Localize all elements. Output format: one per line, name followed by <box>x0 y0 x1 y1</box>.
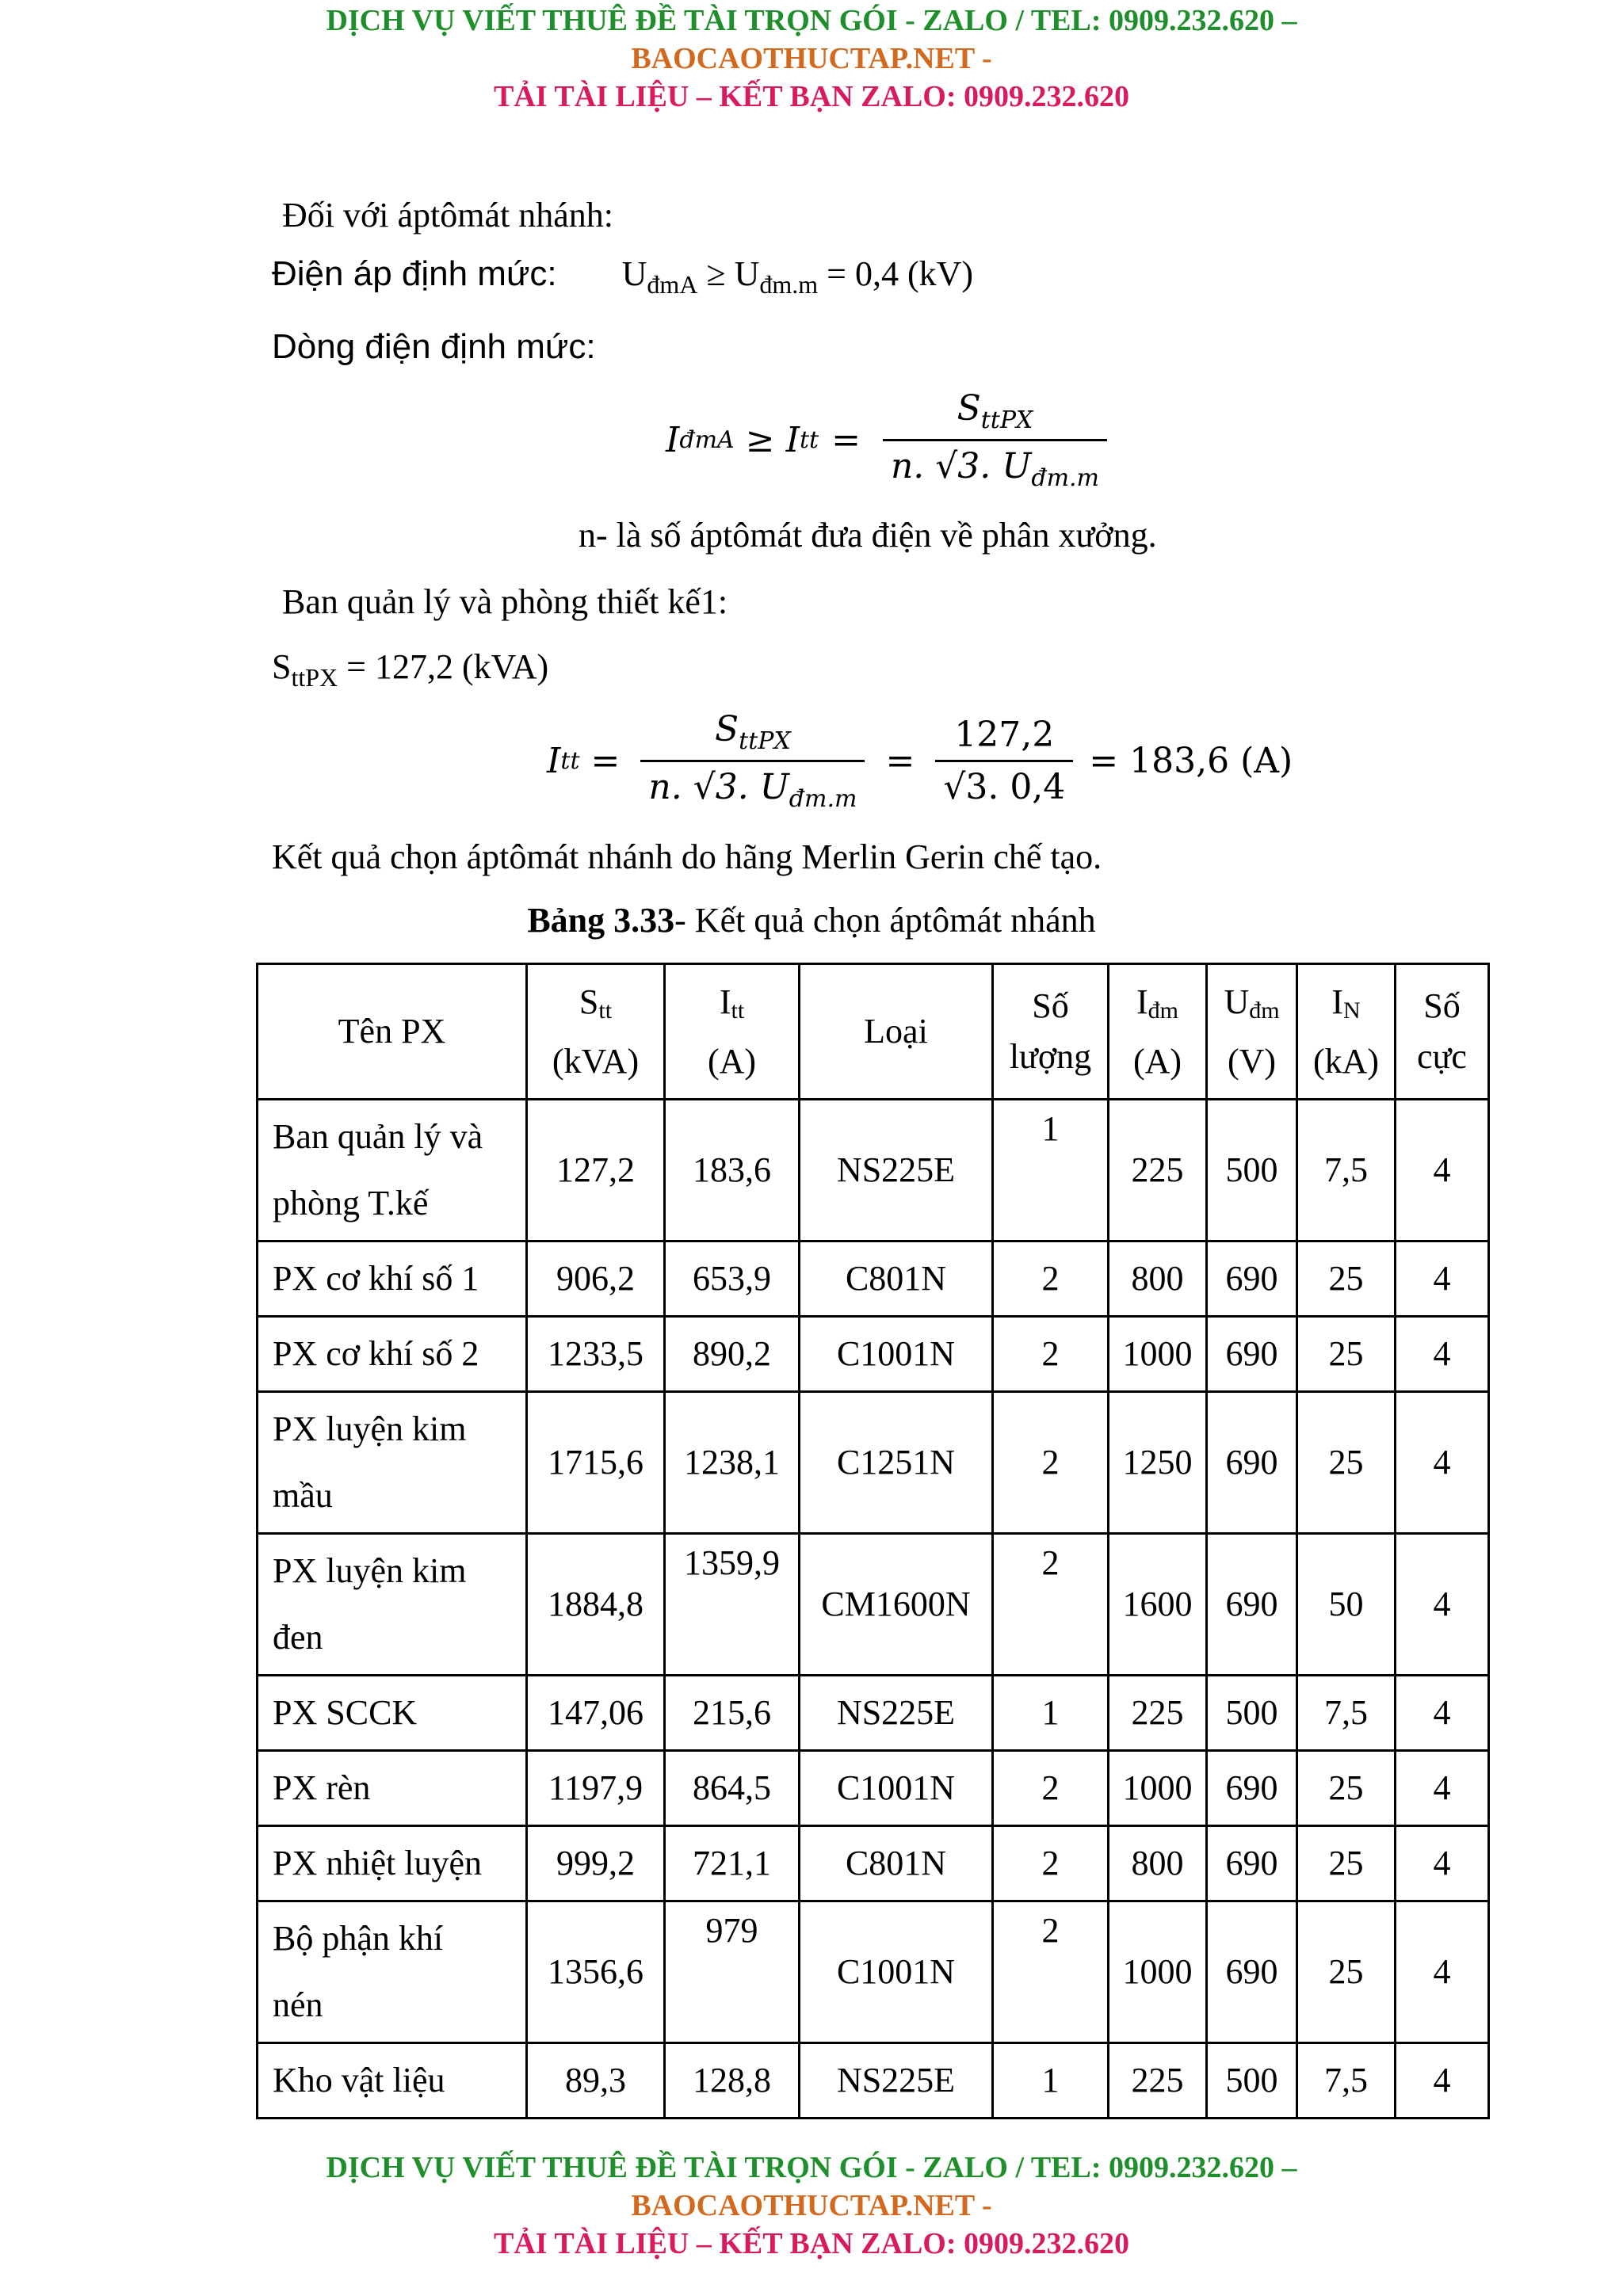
cell-text: cực <box>1417 1037 1467 1076</box>
table-row <box>258 1317 1489 1392</box>
cell-text: Ban quản lý và <box>273 1117 483 1156</box>
table-cell: NS225E <box>800 1100 993 1241</box>
s-value-label: S <box>272 647 292 686</box>
f2-den1-sub: đm.m <box>789 785 857 813</box>
table-cell: 4 <box>1396 1901 1489 2043</box>
col-header-udm <box>1207 964 1297 1100</box>
table-cell: C801N <box>800 1241 993 1317</box>
table-cell-name: PX rèn <box>258 1751 527 1826</box>
table-row <box>258 1826 1489 1901</box>
cell-text: U <box>1224 982 1250 1021</box>
table-cell: 25 <box>1297 1392 1396 1534</box>
table-cell: NS225E <box>800 1676 993 1751</box>
table-cell: 2 <box>993 1751 1109 1826</box>
table-cell: 653,9 <box>665 1241 800 1317</box>
s-value-sub: ttPX <box>291 663 338 692</box>
table-cell: 4 <box>1396 1534 1489 1676</box>
f1-den-sub: đm.m <box>1031 464 1099 492</box>
table-cell: 1 <box>993 1100 1109 1241</box>
table-cell: 147,06 <box>527 1676 665 1751</box>
table-cell: 690 <box>1207 1241 1297 1317</box>
table-cell: 183,6 <box>665 1100 800 1241</box>
table-row <box>258 1901 1489 2043</box>
cell-text: đen <box>273 1618 323 1657</box>
col-header-stt <box>527 964 665 1100</box>
f2-lhs: I <box>547 741 561 781</box>
table-cell: 2 <box>993 1317 1109 1392</box>
s-value-line <box>272 645 548 700</box>
table-cell: 7,5 <box>1297 2043 1396 2119</box>
table-row <box>258 1100 1489 1241</box>
table-cell: 721,1 <box>665 1826 800 1901</box>
section-title: Ban quản lý và phòng thiết kế1: <box>282 582 728 621</box>
cell-text: I <box>1136 982 1148 1021</box>
table-cell: C1001N <box>800 1901 993 2043</box>
table-cell: 690 <box>1207 1317 1297 1392</box>
cell-text: (A) <box>707 1041 757 1081</box>
result-sentence: Kết quả chọn áptômát nhánh do hãng Merlin Gerin chế tạo. <box>272 837 1102 876</box>
caption-rest: - Kết quả chọn áptômát nhánh <box>674 901 1096 940</box>
cell-text: (V) <box>1227 1041 1277 1081</box>
cell-text: S <box>579 982 599 1021</box>
formula-calculation: I tt = $\frac{S_{ttPX}}{n. √3. U_{đm.m}}$ = $\frac{127,2}{√3. 0,4}$ = 183,6 (A) <box>547 709 1293 813</box>
table-cell: 1238,1 <box>665 1392 800 1534</box>
table-cell: 25 <box>1297 1826 1396 1901</box>
f2-den1: n. √3. U <box>648 767 789 807</box>
table-cell: 2 <box>993 1901 1109 2043</box>
table-row <box>258 1751 1489 1826</box>
col-header-poles <box>1396 964 1489 1100</box>
cell-text: I <box>1331 982 1343 1021</box>
table-cell: 979 <box>665 1901 800 2043</box>
f2-num2: 127,2 <box>954 715 1055 755</box>
table-cell: NS225E <box>800 2043 993 2119</box>
cell-text: PX luyện kim <box>273 1551 467 1590</box>
table-cell: 1600 <box>1109 1534 1207 1676</box>
table-cell: 1 <box>993 2043 1109 2119</box>
table-cell: 4 <box>1396 1241 1489 1317</box>
table-cell: 50 <box>1297 1534 1396 1676</box>
table-cell: 2 <box>993 1534 1109 1676</box>
header-banner <box>0 2 1623 116</box>
table-cell: 225 <box>1109 1100 1207 1241</box>
f1-num: S <box>957 388 981 429</box>
col-header-idm <box>1109 964 1207 1100</box>
s-value-rest: = 127,2 (kVA) <box>338 647 549 686</box>
table-cell: 4 <box>1396 1826 1489 1901</box>
table-cell: 1359,9 <box>665 1534 800 1676</box>
cell-text: đm <box>1249 997 1280 1024</box>
table-cell: 690 <box>1207 1901 1297 2043</box>
table-cell: 128,8 <box>665 2043 800 2119</box>
f1-lhs: I <box>666 420 680 460</box>
table-cell: 500 <box>1207 1100 1297 1241</box>
table-cell: 4 <box>1396 1392 1489 1534</box>
table-cell: 1356,6 <box>527 1901 665 2043</box>
cell-text: N <box>1342 997 1361 1024</box>
table-cell: 25 <box>1297 1241 1396 1317</box>
cell-text: phòng T.kế <box>273 1184 429 1222</box>
cell-text: Số <box>1423 986 1461 1025</box>
cell-text: (A) <box>1132 1041 1182 1081</box>
cell-text: (kA) <box>1312 1041 1380 1081</box>
cell-text: mầu <box>273 1476 333 1515</box>
table-cell: 127,2 <box>527 1100 665 1241</box>
cell-text: Bộ phận khí <box>273 1919 444 1958</box>
table-cell: 89,3 <box>527 2043 665 2119</box>
table-cell-name <box>258 1100 527 1241</box>
table-cell: C1251N <box>800 1392 993 1534</box>
rated-voltage-op: ≥ U <box>697 254 760 293</box>
table-cell: 4 <box>1396 2043 1489 2119</box>
table-cell: C1001N <box>800 1317 993 1392</box>
table-cell-name: PX cơ khí số 1 <box>258 1241 527 1317</box>
f2-num1-sub: ttPX <box>739 727 791 755</box>
table-cell: 690 <box>1207 1392 1297 1534</box>
table-cell-name: PX cơ khí số 2 <box>258 1317 527 1392</box>
footer-line-1: DỊCH VỤ VIẾT THUÊ ĐỀ TÀI TRỌN GÓI - ZALO / TEL: 0909.232.620 – <box>326 2151 1297 2184</box>
table-row <box>258 1534 1489 1676</box>
f1-op-sub: tt <box>799 426 819 454</box>
table-cell: 1000 <box>1109 1901 1207 2043</box>
f2-num1: S <box>715 709 739 749</box>
cell-text: nén <box>273 1985 323 2024</box>
cell-text: đm <box>1148 997 1178 1024</box>
table-cell: 2 <box>993 1826 1109 1901</box>
footer-banner <box>0 2149 1623 2263</box>
table-header-row <box>258 964 1489 1100</box>
table-cell: C801N <box>800 1826 993 1901</box>
heading-branch-breaker: Đối với áptômát nhánh: <box>282 196 613 235</box>
table-cell-name: PX SCCK <box>258 1676 527 1751</box>
table-cell: 4 <box>1396 1751 1489 1826</box>
banner-line-3: TẢI TÀI LIỆU – KẾT BẠN ZALO: 0909.232.620 <box>493 80 1130 113</box>
table-cell: 1197,9 <box>527 1751 665 1826</box>
banner-line-1: DỊCH VỤ VIẾT THUÊ ĐỀ TÀI TRỌN GÓI - ZALO / TEL: 0909.232.620 – <box>326 4 1297 37</box>
f2-fraction-1 <box>640 709 865 813</box>
col-header-itt <box>665 964 800 1100</box>
table-cell: 999,2 <box>527 1826 665 1901</box>
table-cell-name: Kho vật liệu <box>258 2043 527 2119</box>
table-cell-name <box>258 1901 527 2043</box>
table-cell: 215,6 <box>665 1676 800 1751</box>
table-cell: 800 <box>1109 1826 1207 1901</box>
table-cell: 906,2 <box>527 1241 665 1317</box>
table-caption <box>0 900 1623 940</box>
footer-line-3: TẢI TÀI LIỆU – KẾT BẠN ZALO: 0909.232.620 <box>493 2227 1130 2260</box>
table-cell: 7,5 <box>1297 1676 1396 1751</box>
table-cell-name: PX nhiệt luyện <box>258 1826 527 1901</box>
f1-den: n. √3. U <box>890 446 1032 486</box>
cell-text: lượng <box>1009 1037 1092 1076</box>
table-cell: 225 <box>1109 2043 1207 2119</box>
breaker-results-table <box>256 963 1490 2119</box>
table-cell: 4 <box>1396 1100 1489 1241</box>
table-cell: 690 <box>1207 1534 1297 1676</box>
rated-current-label: Dòng điện định mức: <box>272 327 596 366</box>
f1-eq: = <box>831 420 861 460</box>
table-cell: 4 <box>1396 1676 1489 1751</box>
f1-fraction <box>883 388 1107 492</box>
table-cell: 890,2 <box>665 1317 800 1392</box>
table-cell: 1250 <box>1109 1392 1207 1534</box>
banner-line-2: BAOCAOTHUCTAP.NET - <box>631 42 992 75</box>
f2-lhs-sub: tt <box>560 747 580 775</box>
f1-op: ≥ I <box>745 420 800 460</box>
table-cell: 25 <box>1297 1901 1396 2043</box>
table-cell-name <box>258 1392 527 1534</box>
table-cell: CM1600N <box>800 1534 993 1676</box>
table-cell: 500 <box>1207 1676 1297 1751</box>
formula-rated-current <box>666 388 1117 492</box>
table-cell-name <box>258 1534 527 1676</box>
rated-voltage-rhs-sub: đm.m <box>759 270 819 299</box>
cell-text: PX luyện kim <box>273 1409 467 1448</box>
table-cell: 690 <box>1207 1826 1297 1901</box>
rated-voltage-line <box>272 252 973 307</box>
f2-result: = 183,6 (A) <box>1089 741 1293 781</box>
table-row <box>258 1241 1489 1317</box>
f2-den2: √3. 0,4 <box>935 760 1073 807</box>
table-cell: 800 <box>1109 1241 1207 1317</box>
cell-text: Số <box>1032 986 1069 1025</box>
cell-text: (kVA) <box>552 1041 640 1081</box>
f1-lhs-sub: đmA <box>679 426 735 454</box>
table-cell: 4 <box>1396 1317 1489 1392</box>
n-note: n- là số áptômát đưa điện về phân xưởng. <box>579 516 1157 555</box>
table-cell: 1000 <box>1109 1751 1207 1826</box>
table-cell: 1233,5 <box>527 1317 665 1392</box>
col-header-type <box>800 964 993 1100</box>
rated-voltage-label: Điện áp định mức: <box>272 254 557 293</box>
table-cell: 7,5 <box>1297 1100 1396 1241</box>
table-cell: 864,5 <box>665 1751 800 1826</box>
table-cell: 25 <box>1297 1751 1396 1826</box>
table-row <box>258 2043 1489 2119</box>
table-cell: 1884,8 <box>527 1534 665 1676</box>
rated-voltage-lhs-sub: đmA <box>647 270 698 299</box>
col-header-name <box>258 964 527 1100</box>
caption-bold: Bảng 3.33 <box>527 901 675 940</box>
rated-voltage-value: = 0,4 (kV) <box>818 254 974 293</box>
table-row <box>258 1676 1489 1751</box>
cell-text: I <box>719 982 731 1021</box>
col-header-qty <box>993 964 1109 1100</box>
cell-text: tt <box>731 997 745 1024</box>
col-header-in <box>1297 964 1396 1100</box>
table-cell: 1 <box>993 1676 1109 1751</box>
f1-num-sub: ttPX <box>980 406 1033 434</box>
table-cell: 690 <box>1207 1751 1297 1826</box>
cell-text: Loại <box>864 1012 928 1051</box>
cell-text: tt <box>598 997 613 1024</box>
rated-voltage-lhs: U <box>621 254 647 293</box>
f2-fraction-2 <box>935 715 1073 807</box>
table-cell: 25 <box>1297 1317 1396 1392</box>
footer-line-2: BAOCAOTHUCTAP.NET - <box>631 2189 992 2222</box>
table-cell: 1000 <box>1109 1317 1207 1392</box>
table-cell: 1715,6 <box>527 1392 665 1534</box>
table-cell: 2 <box>993 1392 1109 1534</box>
table-cell: 2 <box>993 1241 1109 1317</box>
table-cell: 500 <box>1207 2043 1297 2119</box>
table-cell: 225 <box>1109 1676 1207 1751</box>
cell-text: Tên PX <box>338 1012 446 1051</box>
table-cell: C1001N <box>800 1751 993 1826</box>
table-row <box>258 1392 1489 1534</box>
